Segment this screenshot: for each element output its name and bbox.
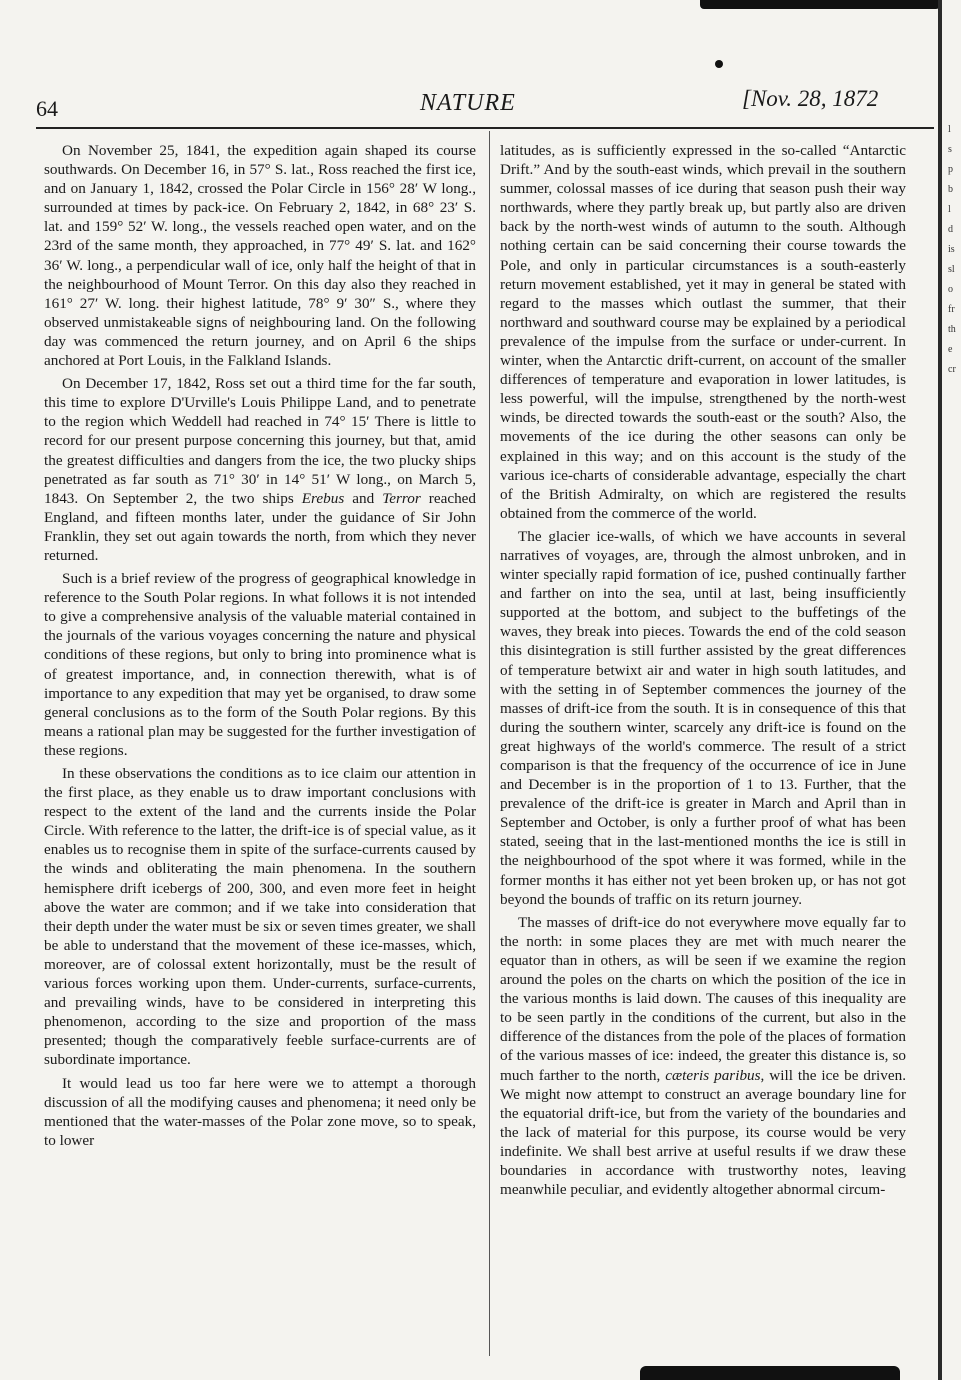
header-rule [36,127,934,129]
left-column [44,141,476,1150]
scan-page-edge [938,0,942,1380]
paragraph: The glacier ice-walls, of which we have accounts in several narratives of voyages, are, through the almost unbroken, and in winter specially rapid formation of ice, pushed continually farther and farther on into the sea, until at last, being insufficiently supported at the bottom, and subject to the buffetings of the waves, they break into pieces. Towards the end of the cold season this disintegration is still further assisted by the great differences of temperature betwixt air and water in high south latitudes, and with the setting in of September commences the journey of the masses of drift-ice from the south. It is in consequence of this that during the southern winter, scarcely any drift-ice is found on the great highways of the world's commerce. The result of a strict comparison is that the frequency of the occurrence of ice in June and December is in the proportion of 1 to 13. Further, that the prevalence of the drift-ice is greater in March and April than in September and October, is only a further proof of what has been stated, seeing that in the last-mentioned months the ice is still in the neighbourhood of the spot where it was formed, while in the former months it has either not yet been broken up, or has not got beyond the bounds of traffic on its return journey. [500,527,906,908]
ink-dot [715,60,723,68]
ship-name: Erebus [301,489,345,507]
scan-edge-top-bar [700,0,940,9]
adjacent-page-bleed: l s p b l d is sl o fr th e cr [948,124,956,375]
paragraph: On December 17, 1842, Ross set out a third time for the far south, this time to explore D'Urville's Louis Philippe Land, and to penetrate to the region which Weddell had reached in 74° 15′ There is little to record for our present purpose concerning this journey, but that, amid the greatest difficulties and dangers from the ice, the two plucky ships penetrated as far south as 71° 30′ in 14° 51′ W long., on March 5, 1843. On September 2, the two ships Erebus and Terror reached England, and fifteen months later, under the guidance of Sir John Franklin, they set out again towards the north, from which they never returned. [44,375,476,564]
paragraph: It would lead us too far here were we to attempt a thorough discussion of all the modifying causes and phenomena; it need only be mentioned that the water-masses of the Polar zone move, so to speak, to lower [44,1074,476,1149]
paragraph: Such is a brief review of the progress of geographical knowledge in reference to the South Polar regions. In what follows it is not intended to give a comprehensive analysis of the valuable material contained in the journals of the various voyages concerning the nature and physical conditions of these regions, but only to bring into prominence what is of greatest importance, and, in connection therewith, what is of importance to any expedition that may yet be organised, to draw some general conclusions as to the form of the South Polar regions. By this means a rational plan may be suggested for the further investigation of these regions. [44,570,476,759]
latin-phrase: cæteris paribus [665,1066,761,1084]
issue-date: [Nov. 28, 1872 [742,86,879,111]
paragraph: In these observations the conditions as to ice claim our attention in the first place, as they enable us to draw important conclusions with respect to the extent of the land and the currents inside the Polar Circle. With reference to the latter, the drift-ice is of special value, as it enables us to recognise them in spite of the surface-currents caused by the winds and obliterating the main phenomena. In the southern hemisphere drift icebergs of 200, 300, and even more feet in height above the water are common; and if we take into consideration that their depth under the water must be six or seven times greater, we shall be able to understand that the movement of these ice-masses, which, moreover, are of colossal extent horizontally, must be the result of various forces working upon them. Under-currents, surface-currents, and prevailing winds, have to be considered in interpreting this phenomenon, according to the size and proportion of the mass presented; though the comparatively feeble surface-currents are of subordinate importance. [44,765,476,1069]
journal-title: NATURE [420,90,516,116]
column-divider [489,131,490,1356]
scan-edge-bottom-bar [640,1366,900,1380]
right-column [500,141,906,1199]
paragraph: latitudes, as is sufficiently expressed in the so-called “Antarctic Drift.” And by the south-east winds, which prevail in the southern summer, colossal masses of ice during that season push their way northwards, where they partly break up, but partly also are driven back by the north-west winds of autumn to the south. Although nothing certain can be said concerning their course towards the Pole, and only in particular circumstances is a south-easterly return movement established, yet it may in general be stated with regard to the masses which outlast the summer, that their northward and southward course may be explained by a periodical prevalence of the impulse from the surface or under-current. In winter, when the Antarctic drift-current, on account of the smaller differences of temperature and evaporation in lower latitudes, is less powerful, will the impulse, strengthened by the north-west winds, be directed towards the south-east or the south? Also, the movements of the ice during the other seasons can only be explained in this way; and on this account is the study of the various ice-charts of considerable advantage, especially the chart of the British Admiralty, on which are registered the results obtained from the commerce of the world. [500,142,906,522]
paragraph: On November 25, 1841, the expedition again shaped its course southwards. On December 16, in 57° S. lat., Ross reached the first ice, and on January 1, 1842, crossed the Polar Circle in 156° 28′ W long., surrounded at times by pack-ice. On February 2, 1842, in 68° 23′ S. lat. and 159° 52′ W. long., the vessels reached open water, and on the 23rd of the same month, they approached, in 77° 49′ S. lat. and 162° 36′ W. long., a perpendicular wall of ice, only half the height of that in the neighbourhood of Mount Terror. On this day also they reached in 161° 27′ W. long. their highest latitude, 78° 9′ 30″ S., where they observed unmistakeable signs of neighbouring land. On the following day was commenced the return journey, and on April 6 the ships anchored at Port Louis, in the Falkland Islands. [44,142,476,370]
paragraph: The masses of drift-ice do not everywhere move equally far to the north: in some places they are met with much nearer the equator than in others, as will be seen if we examine the region around the poles on the charts on which the position of the ice in the various months is laid down. The causes of this inequality are to be seen partly in the conditions of the current, but also in the difference of the distances from the pole of the places of formation of the various masses of ice: indeed, the greater this distance is, so much farther to the north, cæteris paribus, will the ice be driven. We might now attempt to construct an average boundary line for the equatorial drift-ice, but from the variety of the boundaries and the lack of material for this purpose, its course would be very indefinite. We shall best arrive at useful results if we draw these boundaries in accordance with trustworthy notes, leaving meanwhile peculiar, and evidently altogether abnormal circum- [500,913,906,1199]
ship-name: Terror [382,489,421,507]
page-number: 64 [36,96,58,121]
